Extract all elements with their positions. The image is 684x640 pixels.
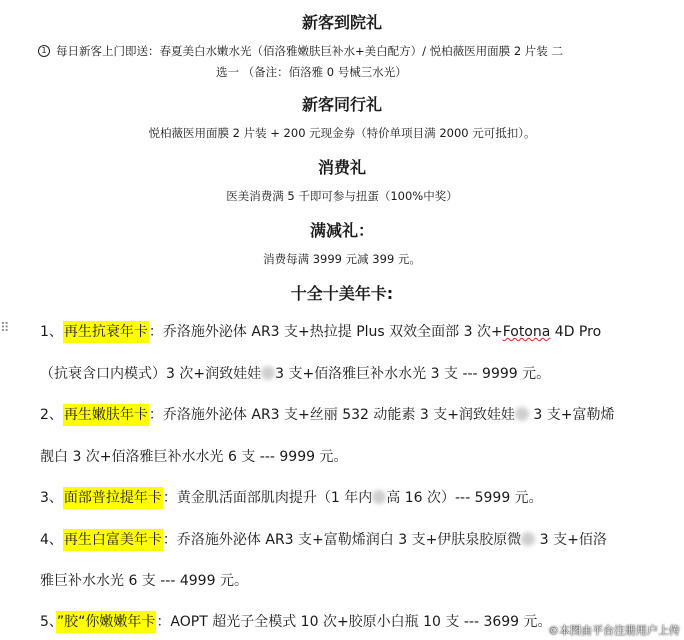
upload-watermark: ©本图由平台注册用户上传: [548, 624, 680, 637]
new-customer-text-1: 每日新客上门即送：春夏美白水嫩水光（佰洛雅嫩肤巨补水+美白配方）/ 悦柏薇医用面膜 2 片装 二: [56, 44, 563, 58]
companion-line: 悦柏薇医用面膜 2 片装 + 200 元现金券（特价单项目满 2000 元可抵扣）。: [148, 126, 536, 140]
highlighted-card-name: ”胶“你嫩嫩年卡: [56, 611, 157, 633]
annual-card-item-5: [40, 611, 552, 631]
item-text: ：乔洛施外泌体 AR3 支+热拉提 Plus 双效全面部 3 次+: [148, 324, 503, 340]
annual-card-item-2-cont: 靓白 3 次+佰洛雅巨补水水光 6 支 --- 9999 元。: [40, 449, 348, 465]
item-text: ：乔洛施外泌体 AR3 支+富勒烯润白 3 支+伊肤泉胶原微: [162, 532, 522, 548]
section-title-annual: 十全十美年卡:: [290, 284, 394, 303]
new-customer-line-2: 选一 （备注：佰洛雅 0 号械三水光）: [216, 65, 407, 79]
blurred-region: [521, 532, 535, 546]
item-number: 3、: [40, 490, 63, 506]
annual-card-item-3: [40, 487, 543, 507]
item-text: 3 支+富勒烯: [528, 407, 615, 423]
section-title-spend: 消费礼: [317, 158, 366, 177]
blurred-region: [261, 366, 275, 380]
annual-card-item-1: [40, 321, 601, 341]
drag-handle-icon[interactable]: ⠿: [0, 321, 10, 336]
spend-line: 医美消费满 5 千即可参与扭蛋（100%中奖）: [226, 189, 458, 203]
item-text: （抗衰含口内模式）3 次+润致娃娃: [40, 366, 262, 382]
item-text: 3 支+佰洛雅巨补水水光 3 支 --- 9999 元。: [275, 366, 551, 382]
item-number: 5、: [40, 614, 56, 630]
section-title-new-customer: 新客到院礼: [301, 13, 382, 32]
item-text: ：乔洛施外泌体 AR3 支+丝丽 532 动能素 3 支+润致娃娃: [148, 407, 515, 423]
item-number: 2、: [40, 407, 63, 423]
item-number: 4、: [40, 532, 63, 548]
section-title-discount: 满减礼：: [309, 221, 374, 240]
new-customer-line-1: [38, 43, 563, 59]
highlighted-card-name: 再生抗衰年卡: [63, 321, 149, 343]
discount-line: 消费每满 3999 元减 399 元。: [263, 252, 421, 266]
section-title-companion: 新客同行礼: [301, 95, 382, 114]
item-text: 4D Pro: [550, 324, 602, 340]
blurred-region: [515, 407, 529, 421]
item-text: ：AOPT 超光子全模式 10 次+胶原小白瓶 10 支 --- 3699 元。: [156, 614, 552, 630]
spellcheck-word: Fotona: [502, 324, 551, 340]
highlighted-card-name: 再生白富美年卡: [63, 529, 163, 551]
highlighted-card-name: 面部普拉提年卡: [63, 487, 163, 509]
item-text: 高 16 次）--- 5999 元。: [386, 490, 543, 506]
annual-card-item-4: [40, 529, 607, 549]
item-text: ：黄金肌活面部肌肉提升（1 年内: [162, 490, 373, 506]
annual-card-item-4-cont: 雅巨补水水光 6 支 --- 4999 元。: [40, 573, 248, 589]
bullet-number: 1: [38, 45, 50, 57]
annual-card-item-1-cont: [40, 363, 550, 383]
item-text: 3 支+佰洛: [535, 532, 607, 548]
annual-card-item-2: [40, 404, 614, 424]
item-number: 1、: [40, 324, 63, 340]
highlighted-card-name: 再生嫩肤年卡: [63, 404, 149, 426]
blurred-region: [372, 490, 386, 504]
